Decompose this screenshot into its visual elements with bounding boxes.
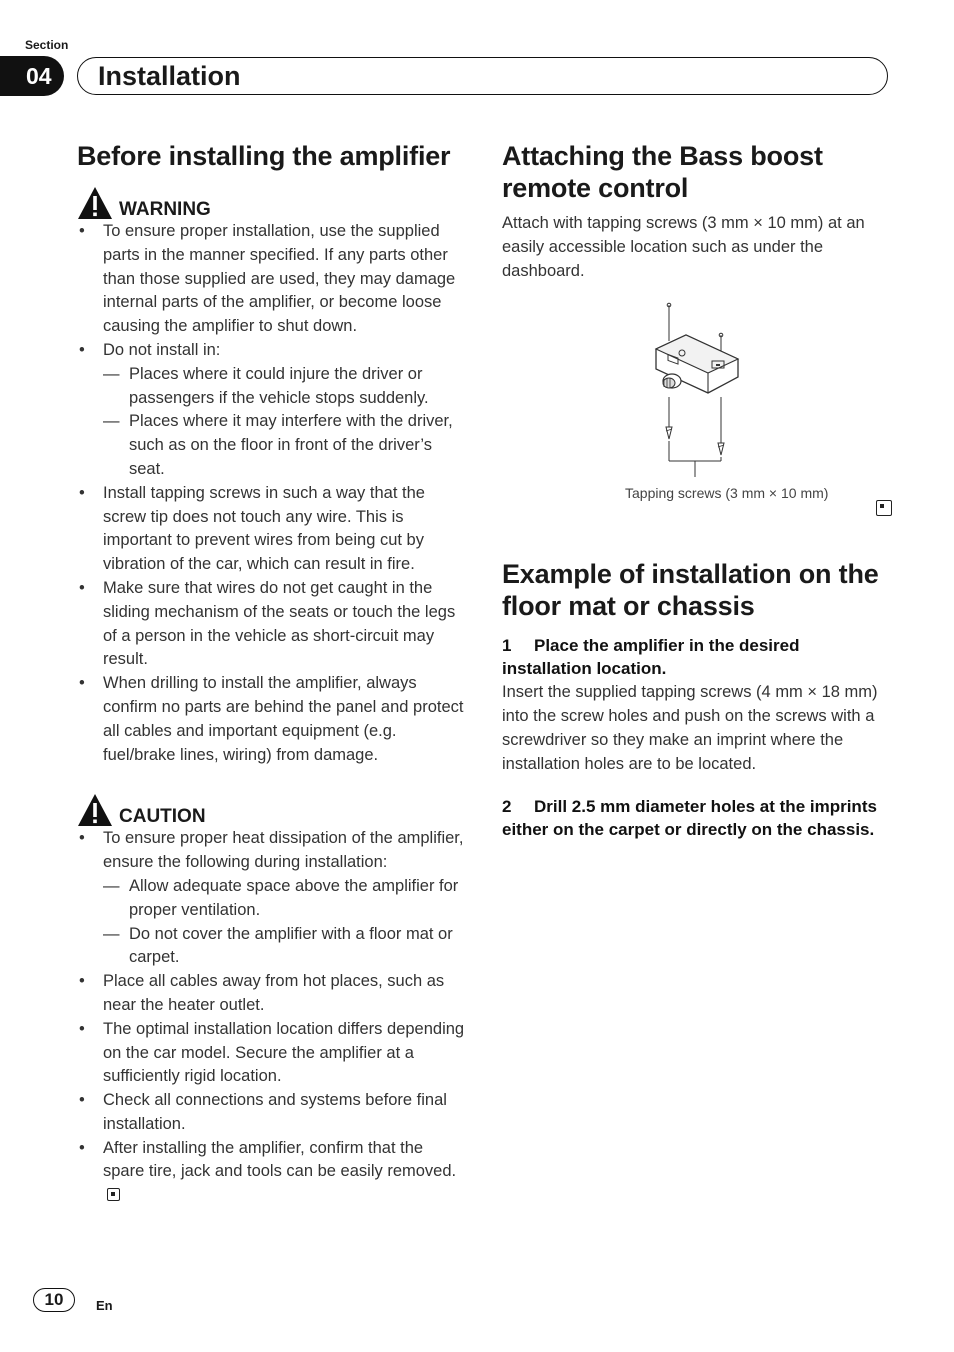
list-item: • Check all connections and systems before final installation.: [77, 1089, 467, 1137]
warning-list: [77, 220, 467, 767]
step-title-text: Place the amplifier in the desired installation location.: [502, 636, 800, 679]
remote-control-figure: [502, 293, 892, 502]
list-item: • When drilling to install the amplifier, always confirm no parts are behind the panel and protect all cables and important equipment (e.g. fuel/brake lines, wiring) from damage.: [77, 672, 467, 767]
remote-control-illustration: [642, 301, 762, 481]
list-item: [77, 1137, 467, 1208]
list-item: [77, 827, 467, 970]
chapter-title-box: [77, 57, 888, 95]
figure-caption: Tapping screws (3 mm × 10 mm): [625, 485, 829, 502]
section-label: Section: [25, 38, 69, 52]
step-2-title: [502, 795, 892, 841]
section-number: 04: [0, 56, 64, 96]
list-item-text: After installing the amplifier, confirm that the spare tire, jack and tools can be easily removed.: [103, 1138, 457, 1181]
step-1-title: [502, 634, 892, 680]
caution-icon: [77, 793, 113, 827]
step-title-text: Drill 2.5 mm diameter holes at the imprints either on the carpet or directly on the chassis.: [502, 796, 877, 839]
step-number: 2: [502, 796, 512, 816]
right-column: [502, 140, 892, 841]
sub-list-item: — Do not cover the amplifier with a floor mat or carpet.: [103, 923, 467, 971]
end-of-section-icon: [876, 500, 892, 516]
left-column: [77, 140, 467, 1208]
end-mark-row: [502, 500, 892, 522]
chapter-title: Installation: [98, 61, 241, 91]
step-1-text: Insert the supplied tapping screws (4 mm × 18 mm) into the screw holes and push on the screws with a screwdriver so they make an imprint where the installation holes are to be located.: [502, 683, 878, 773]
page-number: 10: [33, 1288, 75, 1312]
list-item: [77, 339, 467, 482]
list-item: • The optimal installation location differs depending on the car model. Secure the amplifier at a sufficiently rigid location.: [77, 1018, 467, 1089]
before-installing-heading: Before installing the amplifier: [77, 141, 451, 171]
warning-label: WARNING: [119, 199, 211, 220]
sub-list-item: — Places where it may interfere with the driver, such as on the floor in front of the driver’s seat.: [103, 410, 467, 481]
end-of-section-icon: [107, 1188, 120, 1201]
list-item: • Place all cables away from hot places, such as near the heater outlet.: [77, 970, 467, 1018]
caution-list: [77, 827, 467, 1208]
caution-notice: [77, 791, 467, 827]
list-item: • To ensure proper installation, use the supplied parts in the manner specified. If any parts other than those supplied are used, they may damage internal parts of the amplifier, or become loose causing the amplifier to shut down.: [77, 220, 467, 339]
sub-list: [103, 363, 467, 482]
list-item-text: To ensure proper heat dissipation of the amplifier, ensure the following during installation:: [103, 829, 464, 872]
list-item: • Make sure that wires do not get caught in the sliding mechanism of the seats or touch the legs of a person in the vehicle as short-circuit may result.: [77, 577, 467, 672]
warning-notice: [77, 184, 467, 220]
bass-boost-text: Attach with tapping screws (3 mm × 10 mm) at an easily accessible location such as under the dashboard.: [502, 214, 865, 280]
step-number: 1: [502, 636, 512, 656]
bass-boost-heading: Attaching the Bass boost remote control: [502, 141, 823, 203]
list-item: • Install tapping screws in such a way that the screw tip does not touch any wire. This is important to prevent wires from being cut by vibration of the car, which can result in fire.: [77, 482, 467, 577]
warning-icon: [77, 186, 113, 220]
language-label: En: [96, 1298, 113, 1313]
sub-list-item: — Allow adequate space above the amplifier for proper ventilation.: [103, 875, 467, 923]
example-installation-heading: Example of installation on the floor mat or chassis: [502, 559, 879, 622]
caution-label: CAUTION: [119, 806, 206, 828]
list-item-text: Do not install in:: [103, 340, 221, 359]
sub-list-item: — Places where it could injure the driver or passengers if the vehicle stops suddenly.: [103, 363, 467, 411]
sub-list: [103, 875, 467, 970]
